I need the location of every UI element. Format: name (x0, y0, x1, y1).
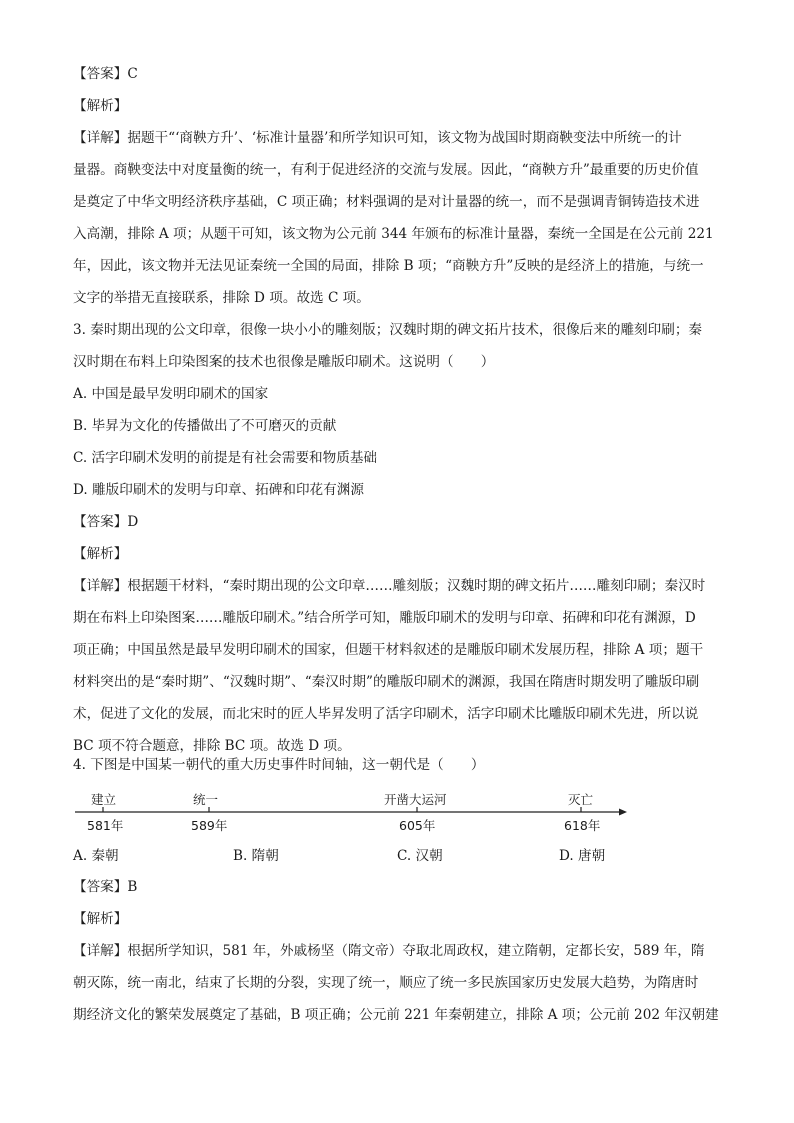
question-3-option-d: D. 雕版印刷术的发明与印章、拓碑和印花有渊源 (73, 482, 364, 498)
explanation-4-line-3: 期经济文化的繁荣发展奠定了基础，B 项正确；公元前 221 年秦朝建立，排除 A 项；公元前 202 年汉朝建 (73, 1007, 719, 1023)
question-3-stem-line-1: 3. 秦时期出现的公文印章，很像一块小小的雕刻版；汉魏时期的碑文拓片技术，很像后来的雕刻印刷；秦 (73, 322, 703, 338)
analysis-heading-2: 【解析】 (73, 98, 128, 114)
arrow-right-icon (619, 809, 627, 816)
question-4-option-b: B. 隋朝 (233, 848, 279, 864)
explanation-3-line-5: 术，促进了文化的发展，而北宋时的匠人毕昇发明了活字印刷术，活字印刷术比雕版印刷术先进，所以说 (73, 706, 699, 722)
timeline-year-label: 605年 (399, 818, 436, 833)
timeline-year-label: 589年 (191, 818, 228, 833)
explanation-2-line-1: 【详解】据题干“‘商鞅方升’、‘标准计量器’和所学知识可知，该文物为战国时期商鞅变法中所统一的计 (73, 130, 682, 146)
explanation-2-line-5: 年，因此，该文物并无法见证秦统一全国的局面，排除 B 项；“商鞅方升”反映的是经济上的措施，与统一 (73, 258, 704, 274)
analysis-heading-4: 【解析】 (73, 911, 128, 927)
timeline-event-label: 灭亡 (568, 792, 594, 807)
question-4-stem: 4. 下图是中国某一朝代的重大历史事件时间轴，这一朝代是（ ） (73, 757, 485, 773)
explanation-4-line-2: 朝灭陈，统一南北，结束了长期的分裂，实现了统一，顺应了统一多民族国家历史发展大趋势，为隋唐时 (73, 975, 699, 991)
explanation-3-line-6: BC 项不符合题意，排除 BC 项。故选 D 项。 (73, 738, 351, 754)
timeline-axis (73, 786, 633, 836)
question-3-option-a: A. 中国是最早发明印刷术的国家 (73, 386, 269, 402)
question-4-option-c: C. 汉朝 (397, 848, 443, 864)
explanation-3-line-2: 期在布料上印染图案……雕版印刷术。”结合所学可知，雕版印刷术的发明与印章、拓碑和印花有渊源，D (73, 610, 696, 626)
explanation-2-line-3: 是奠定了中华文明经济秩序基础，C 项正确；材料强调的是对计量器的统一，而不是强调青铜铸造技术进 (73, 194, 700, 210)
question-3-option-b: B. 毕昇为文化的传播做出了不可磨灭的贡献 (73, 418, 337, 434)
timeline-year-label: 581年 (87, 818, 124, 833)
question-3-option-c: C. 活字印刷术发明的前提是有社会需要和物质基础 (73, 450, 378, 466)
question-3-stem-line-2: 汉时期在布料上印染图案的技术也很像是雕版印刷术。这说明（ ） (73, 354, 495, 370)
explanation-2-line-6: 文字的举措无直接联系，排除 D 项。故选 C 项。 (73, 290, 370, 306)
explanation-3-line-3: 项正确；中国虽然是最早发明印刷术的国家，但题干材料叙述的是雕版印刷术发展历程，排除 A 项；题干 (73, 642, 704, 658)
answer-3: 【答案】D (73, 514, 139, 530)
explanation-2-line-4: 入高潮，排除 A 项；从题干可知，该文物为公元前 344 年颁布的标准计量器，秦统一全国是在公元前 221 (73, 226, 714, 242)
timeline (73, 786, 633, 836)
explanation-2-line-2: 量器。商鞅变法中对度量衡的统一，有利于促进经济的交流与发展。因此，“商鞅方升”最重要的历史价值 (73, 162, 699, 178)
explanation-3-line-1: 【详解】根据题干材料，“秦时期出现的公文印章……雕刻版；汉魏时期的碑文拓片……雕刻印刷；秦汉时 (73, 578, 706, 594)
analysis-heading-3: 【解析】 (73, 546, 128, 562)
timeline-event-label: 开凿大运河 (384, 792, 447, 807)
question-4-option-a: A. 秦朝 (73, 848, 119, 864)
question-4-option-d: D. 唐朝 (559, 848, 606, 864)
explanation-4-line-1: 【详解】根据所学知识，581 年，外戚杨坚（隋文帝）夺取北周政权，建立隋朝，定都长安，589 年，隋 (73, 943, 705, 959)
timeline-year-label: 618年 (564, 818, 601, 833)
timeline-event-label: 建立 (91, 792, 117, 807)
answer-4: 【答案】B (73, 879, 138, 895)
answer-2: 【答案】C (73, 66, 138, 82)
explanation-3-line-4: 材料突出的是“秦时期”、“汉魏时期”、“秦汉时期”的雕版印刷术的渊源，我国在隋唐时期发明了雕版印刷 (73, 674, 700, 690)
timeline-event-label: 统一 (193, 792, 219, 807)
